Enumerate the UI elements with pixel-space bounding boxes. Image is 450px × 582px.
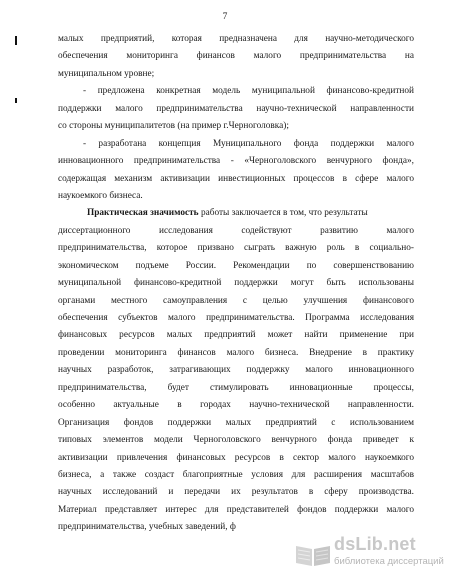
- text-line: обеспечения мониторинга финансов малого предпринимательства на: [58, 51, 414, 62]
- text-line: обеспечения субъектов малого предпринимательства. Программа исследования: [58, 313, 414, 323]
- text-line: муниципальном уровне;: [58, 68, 155, 79]
- text-line: проведении мониторинга финансов малого бизнеса. Внедрение в практику: [58, 347, 414, 358]
- text-line: бизнеса, а также создаст благоприятные условия для расширения масштабов: [58, 469, 414, 480]
- practical-significance-heading: Практическая значимость: [87, 208, 199, 219]
- text-line: Материал представляет интерес для представителей фондов поддержки малого: [58, 504, 414, 515]
- margin-mark: [15, 36, 17, 45]
- page-number: 7: [222, 12, 228, 22]
- text-line: Организация фондов поддержки малых предприятий с использованием: [58, 417, 414, 428]
- text-line: наукоемкого бизнеса.: [58, 190, 143, 201]
- text-line: со стороны муниципалитетов (на пример г.Черноголовка);: [58, 121, 289, 132]
- book-logo-icon: [294, 542, 332, 568]
- text-line: научных разработок, затрагивающих поддержку малого инновационного: [58, 365, 414, 376]
- watermark-subtitle: библиотека диссертаций: [334, 556, 444, 567]
- text-line: особенно актуальные в городах научно-технической направленности.: [58, 400, 414, 411]
- text-line: финансовых ресурсов малых предприятий может найти применение при: [58, 330, 414, 341]
- watermark-title: dsLib.net: [334, 534, 416, 554]
- text-line: - разработана концепция Муниципального фонда поддержки малого: [83, 138, 414, 149]
- text-line: предпринимательства, будет стимулировать инновационные процессы,: [58, 382, 414, 393]
- text-line: [58, 205, 414, 222]
- text-line: поддержки малого предпринимательства научно-технической направленности: [58, 103, 414, 114]
- body-text: [58, 31, 414, 537]
- text-line: муниципальной финансово-кредитной поддержки могут быть использованы: [58, 278, 414, 289]
- margin-mark: [15, 98, 17, 103]
- text-line: предпринимательства, которое призвано сыграть важную роль в социально-: [58, 243, 414, 254]
- text-line: инновационного предпринимательства - «Черноголовского венчурного фонда»,: [58, 156, 414, 167]
- text-line: типовых элементов модели Черноголовского венчурного фонда приведет к: [58, 435, 414, 446]
- text-line: экономическом подъеме России. Рекомендации по совершенствованию: [58, 260, 414, 271]
- text-line: малых предприятий, которая предназначена для научно-методического: [58, 34, 414, 44]
- text-line: содержащая механизм активизации инвестиционных процессов в сфере малого: [58, 173, 414, 184]
- text-line: научных исследований и передачи их результатов в сферу производства.: [58, 487, 414, 498]
- text-line: предпринимательства, учебных заведений, ф: [58, 522, 236, 533]
- text-line: органами местного самоуправления с целью улучшения финансового: [58, 295, 414, 306]
- dslib-watermark: [294, 534, 444, 574]
- text-line: диссертационного исследования содействуют развитию малого: [58, 225, 414, 236]
- text-line: активизации привлечения финансовых ресурсов в сектор малого наукоемкого: [58, 452, 414, 463]
- text-line-rest: работы заключается в том, что результаты: [200, 208, 368, 219]
- text-line: - предложена конкретная модель муниципальной финансово-кредитной: [83, 86, 414, 97]
